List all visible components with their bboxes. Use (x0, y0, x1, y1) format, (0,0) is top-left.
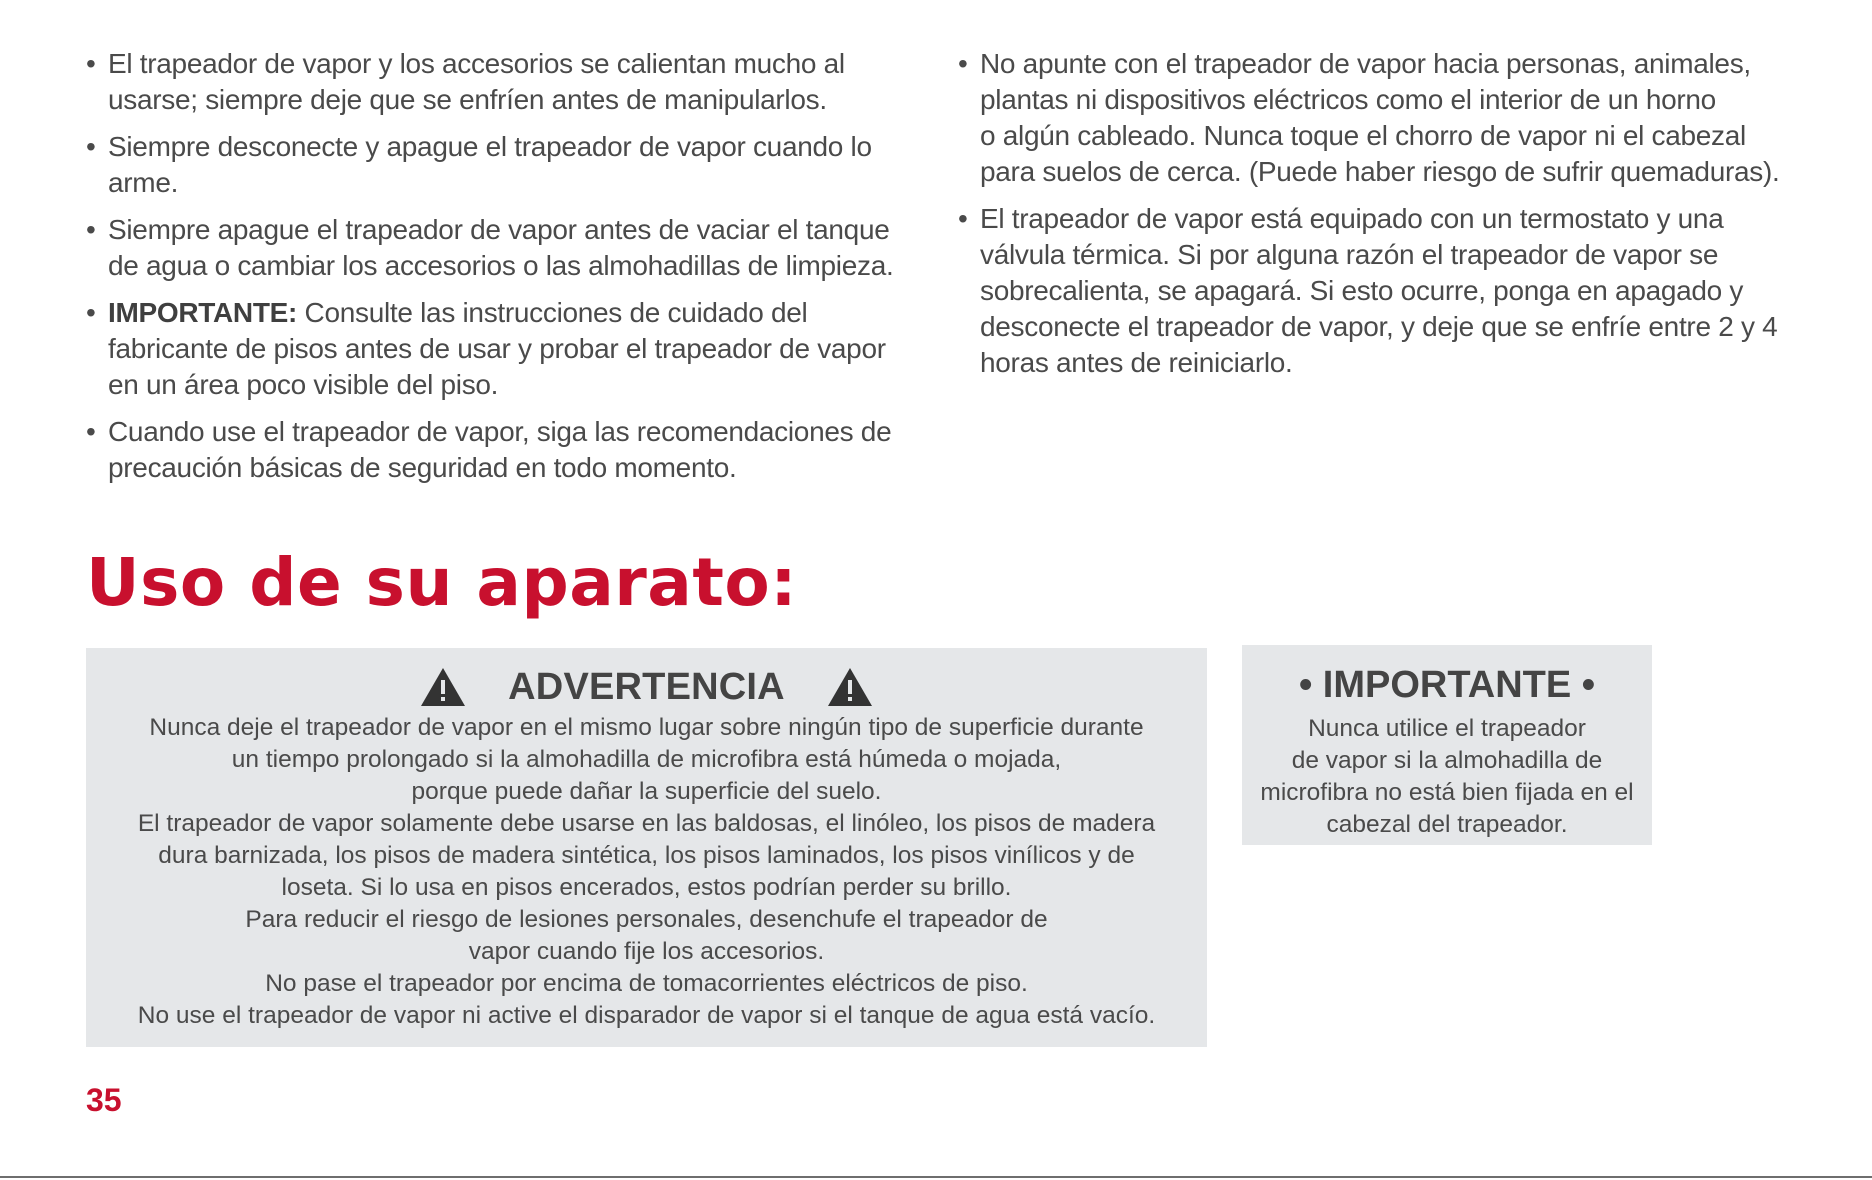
bullet-line: válvula térmica. Si por alguna razón el trapeador de vapor se (980, 239, 1719, 270)
important-box (1242, 645, 1652, 845)
warning-line: vapor cuando fije los accesorios. (468, 938, 825, 965)
bullet-item (86, 414, 926, 486)
left-bullet-list (86, 46, 926, 497)
bullet-line: arme. (108, 167, 179, 198)
right-bullet-list (958, 46, 1818, 392)
warning-line: Para reducir el riesgo de lesiones personales, desenchufe el trapeador de (245, 906, 1048, 933)
warning-line: porque puede dañar la superficie del suelo. (411, 778, 882, 805)
warning-triangle-icon (420, 666, 466, 708)
bullet-line: fabricante de pisos antes de usar y probar el trapeador de vapor (108, 333, 886, 364)
bullet-line: en un área poco visible del piso. (108, 369, 499, 400)
bullet-dot: • (958, 48, 968, 79)
bullet-line: de agua o cambiar los accesorios o las almohadillas de limpieza. (108, 250, 894, 281)
warning-line: Nunca deje el trapeador de vapor en el mismo lugar sobre ningún tipo de superficie durante (149, 714, 1144, 741)
bullet-line: El trapeador de vapor y los accesorios se calientan mucho al (108, 48, 845, 79)
bullet-line: No apunte con el trapeador de vapor hacia personas, animales, (980, 48, 1751, 79)
warning-line: No use el trapeador de vapor ni active el disparador de vapor si el tanque de agua está vacío. (137, 1002, 1156, 1029)
bullet-line: precaución básicas de seguridad en todo momento. (108, 452, 737, 483)
bullet-dot: • (86, 297, 96, 328)
bullet-dot: • (86, 48, 96, 79)
bullet-item-important (86, 295, 926, 403)
warning-text (86, 712, 1207, 1032)
bullet-line: para suelos de cerca. (Puede haber riesgo de sufrir quemaduras). (980, 156, 1780, 187)
warning-box (86, 648, 1207, 1047)
bullet-dot: • (86, 131, 96, 162)
warning-line: dura barnizada, los pisos de madera sintética, los pisos laminados, los pisos vinílicos y de (158, 842, 1135, 869)
bullet-line: Siempre apague el trapeador de vapor antes de vaciar el tanque (108, 214, 890, 245)
bullet-line: usarse; siempre deje que se enfríen antes de manipularlos. (108, 84, 827, 115)
warning-header (86, 662, 1207, 712)
bullet-item (86, 46, 926, 118)
warning-line: loseta. Si lo usa en pisos encerados, estos podrían perder su brillo. (281, 874, 1012, 901)
important-line: microfibra no está bien fijada en el (1260, 779, 1634, 806)
important-line: de vapor si la almohadilla de (1291, 747, 1603, 774)
section-title: Uso de su aparato: (86, 544, 798, 621)
bullet-dot: • (86, 214, 96, 245)
important-line: cabezal del trapeador. (1326, 811, 1568, 838)
bullet-line: Cuando use el trapeador de vapor, siga las recomendaciones de (108, 416, 892, 447)
bullet-line: Siempre desconecte y apague el trapeador de vapor cuando lo (108, 131, 872, 162)
bullet-line: o algún cableado. Nunca toque el chorro de vapor ni el cabezal (980, 120, 1746, 151)
warning-title: ADVERTENCIA (508, 665, 785, 708)
warning-line: No pase el trapeador por encima de tomacorrientes eléctricos de piso. (265, 970, 1028, 997)
bullet-line: desconecte el trapeador de vapor, y deje que se enfríe entre 2 y 4 (980, 311, 1778, 342)
bullet-line: El trapeador de vapor está equipado con un termostato y una (980, 203, 1724, 234)
bullet-line: Consulte las instrucciones de cuidado del (297, 297, 808, 328)
bullet-dot: • (86, 416, 96, 447)
important-title: • IMPORTANTE • (1298, 664, 1596, 706)
bullet-line: plantas ni dispositivos eléctricos como el interior de un horno (980, 84, 1716, 115)
important-line: Nunca utilice el trapeador (1308, 715, 1586, 742)
important-label: IMPORTANTE: (108, 297, 298, 328)
bullet-item (86, 129, 926, 201)
bullet-item (958, 46, 1818, 190)
warning-line: El trapeador de vapor solamente debe usarse en las baldosas, el linóleo, los pisos de madera (137, 810, 1156, 837)
page-number: 35 (86, 1082, 122, 1118)
bullet-dot: • (958, 203, 968, 234)
bullet-line: sobrecalienta, se apagará. Si esto ocurre, ponga en apagado y (980, 275, 1744, 306)
bullet-item (958, 201, 1818, 381)
bullet-item (86, 212, 926, 284)
warning-triangle-icon (827, 666, 873, 708)
bullet-line: horas antes de reiniciarlo. (980, 347, 1293, 378)
important-text (1242, 713, 1652, 841)
bottom-rule (0, 1176, 1872, 1178)
warning-line: un tiempo prolongado si la almohadilla de microfibra está húmeda o mojada, (231, 746, 1062, 773)
